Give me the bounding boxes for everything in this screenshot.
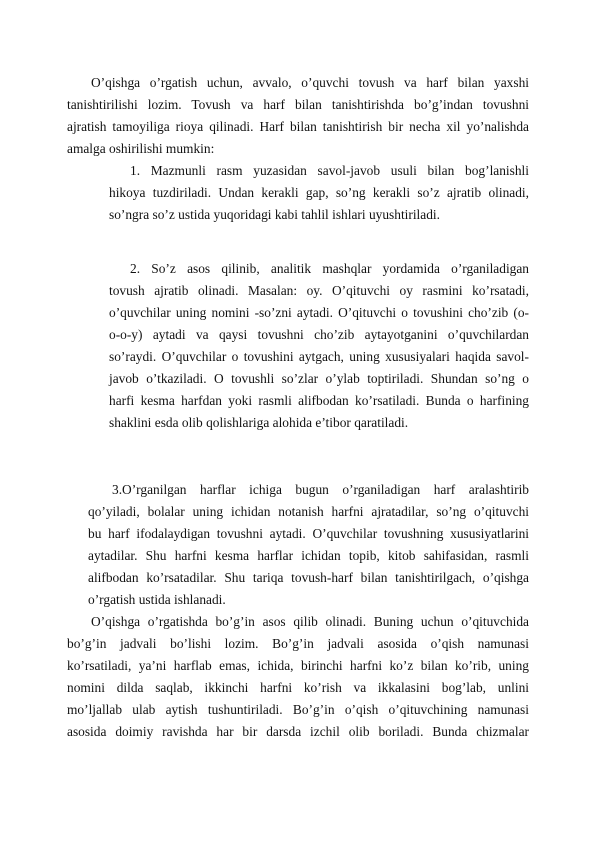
text-line: hikoya tuzdiriladi. Undan kerakli gap, so’ng kerakli so’z ajratib olinadi, <box>109 185 529 200</box>
paragraph-intro <box>67 72 529 160</box>
text-line: o-o-y) aytadi va qaysi tovushni cho’zib aytayotganini o’quvchilardan <box>109 327 529 342</box>
text-line: so’raydi. O’quvchilar o tovushini aytgach, uning xususiyalari haqida savol- <box>109 349 529 364</box>
text-line: tanishtirilishi lozim. Tovush va harf bilan tanishtirishda bo’g’indan tovushni <box>67 97 529 112</box>
paragraph-syllable <box>67 611 529 743</box>
list-item-3 <box>88 479 529 611</box>
text-line: 1. Mazmunli rasm yuzasidan savol-javob usuli bilan bog’lanishli <box>130 163 529 178</box>
text-line: O’qishga o’rgatishda bo’g’in asos qilib olinadi. Buning uchun o’qituvchida <box>91 614 529 629</box>
text-line: asosida doimiy ravishda har bir darsda izchil olib boriladi. Bunda chizmalar <box>67 724 529 739</box>
text-line: ko’rsatiladi, ya’ni harflab emas, ichida, birinchi harfni ko’z bilan ko’rib, uning <box>67 658 529 673</box>
text-line: nomini dilda saqlab, ikkinchi harfni ko’rish va ikkalasini bog’lab, unlini <box>67 680 529 695</box>
text-line: 3.O’rganilgan harflar ichiga bugun o’rganiladigan harf aralashtirib <box>112 482 529 497</box>
list-item-2 <box>109 258 529 434</box>
text-line: bu harf ifodalaydigan tovushni aytadi. O’quvchilar tovushning xususiyatlarini <box>88 526 529 541</box>
text-line: tovush ajratib olinadi. Masalan: oy. O’qituvchi oy rasmini ko’rsatadi, <box>109 283 529 298</box>
text-line: qo’yiladi, bolalar uning ichidan notanish harfni ajratadilar, so’ng o’qituvchi <box>88 504 529 519</box>
text-line: o’quvchilar uning nomini -so’zni aytadi. O’qituvchi o tovushini cho’zib (o- <box>109 305 529 320</box>
text-line: alifbodan ko’rsatadilar. Shu tariqa tovush-harf bilan tanishtirilgach, o’qishga <box>88 570 529 585</box>
text-line: amalga oshirilishi mumkin: <box>67 141 215 156</box>
text-line: shaklini esda olib qolishlariga alohida e’tibor qaratiladi. <box>109 415 409 430</box>
text-line: javob o’tkaziladi. O tovushli so’zlar o’ylab toptiriladi. Shundan so’ng o <box>109 371 529 386</box>
text-line: O’qishga o’rgatish uchun, avvalo, o’quvchi tovush va harf bilan yaxshi <box>91 75 529 90</box>
text-line: 2. So’z asos qilinib, analitik mashqlar yordamida o’rganiladigan <box>130 261 529 276</box>
text-line: aytadilar. Shu harfni kesma harflar ichidan topib, kitob sahifasidan, rasmli <box>88 548 529 563</box>
text-line: so’ngra so’z ustida yuqoridagi kabi tahlil ishlari uyushtiriladi. <box>109 207 440 222</box>
text-line: harfi kesma harfdan yoki rasmli alifbodan ko’rsatiladi. Bunda o harfining <box>109 393 529 408</box>
text-line: ajratish tamoyiliga rioya qilinadi. Harf bilan tanishtirish bir necha xil yo’nalishda <box>67 119 529 134</box>
text-line: mo’ljallab ulab aytish tushuntiriladi. Bo’g’in o’qish o’qituvchining namunasi <box>67 702 529 717</box>
list-item-1 <box>109 160 529 226</box>
text-line: o’rgatish ustida ishlanadi. <box>88 592 226 607</box>
text-line: bo’g’in jadvali bo’lishi lozim. Bo’g’in jadvali asosida o’qish namunasi <box>67 636 529 651</box>
